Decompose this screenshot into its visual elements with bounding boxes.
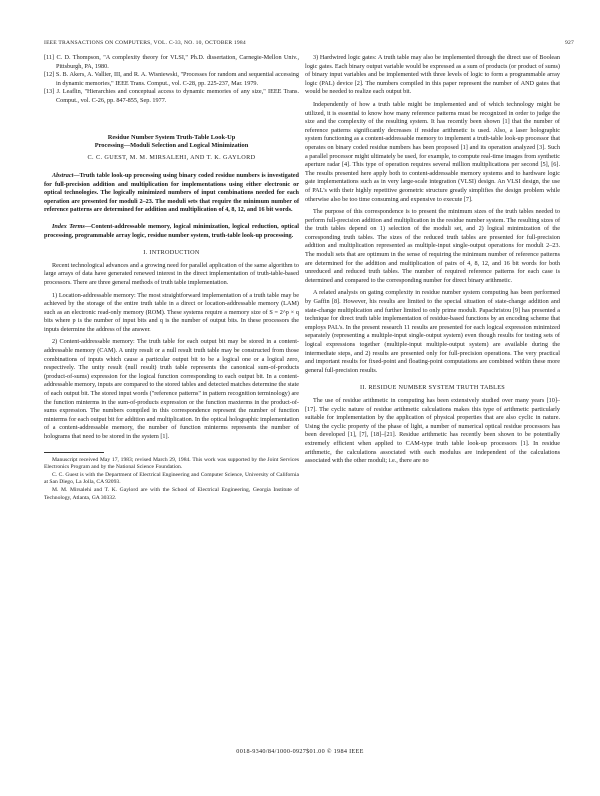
index-terms-text: —Content-addressable memory, logical minimization, logical reduction, optical processing, programmable array logic, residue number system, truth-table look-up processing. bbox=[44, 222, 299, 239]
body-paragraph-purpose: The purpose of this correspondence is to present the minimum sizes of the truth tables needed to perform full-precision addition and multiplication in the residue number system. The resulting sizes of the truth tables depend on 1) selection of the moduli set, and 2) logical minimization of the corresponding truth tables. The sizes of the reduced truth tables are presented for full-precision addition and multiplication represented as multiple-input single-output operations for moduli 2–23. The moduli sets that are optimum in the sense of requiring the minimum number of reference patterns are determined for the addition and multiplication of pairs of 4, 8, 12, and 16 bit words for both unreduced and reduced truth tables. The number of required reference patterns for each case is determined and compared to the corresponding number for direct binary arithmetic. bbox=[305, 208, 560, 284]
reference-12: [12] S. B. Akers, A. Vallier, III, and R. A. Wisniewski, "Processes for random and sequential accessing in dynamic memories," IEEE Trans. Comput., vol. C-28, pp. 225-237, Mar. 1979. bbox=[44, 71, 299, 87]
paper-title-line-2: Processing—Moduli Selection and Logical Minimization bbox=[94, 141, 249, 149]
reference-11: [11] C. D. Thompson, "A complexity theory for VLSI," Ph.D. dissertation, Carnegie-Mellon Univ., Pittsburgh, PA, 1980. bbox=[44, 54, 299, 70]
index-terms-label: Index Terms bbox=[52, 222, 85, 230]
footnote-manuscript: Manuscript received May 17, 1983; revised March 29, 1984. This work was supported by the Joint Services Electronics Program and by the National Science Foundation. bbox=[44, 456, 299, 471]
footnote-divider bbox=[44, 452, 104, 453]
abstract-text: —Truth table look-up processing using binary coded residue numbers is investigated for full-precision addition and multiplication for implementations using either electronic or optical technologies. The logically minimized numbers of input combinations needed for each operation are presented for moduli 2–23. The moduli sets that require the minimum number of reference patterns are determined for addition and multiplication of 4, 8, 12, and 16 bit words. bbox=[44, 171, 299, 214]
intro-paragraph-1: Recent technological advances and a growing need for parallel application of the same algorithm to large arrays of data have generated renewed interest in the direct implementation of truth-table-based processors. There are three general methods of truth table implementation. bbox=[44, 261, 299, 286]
section-heading-introduction: I. INTRODUCTION bbox=[143, 249, 200, 257]
right-column bbox=[305, 54, 560, 466]
body-paragraph-hardwired: 3) Hardwired logic gates: A truth table may also be implemented through the direct use of Boolean logic gates. Each binary output variable would be expressed as a sum of products (or product of sums) of binary input variables and be implemented with three levels of logic to form a programmable array logic (PAL) device [2]. The numbers compiled in this paper represent the number of AND gates that would be needed to realize each output bit. bbox=[305, 54, 560, 96]
abstract-label: Abstract bbox=[52, 171, 74, 179]
journal-title: IEEE TRANSACTIONS ON COMPUTERS, VOL. C-33, NO. 10, OCTOBER 1984 bbox=[44, 40, 246, 46]
index-terms bbox=[44, 223, 299, 240]
footnote-author-mirsalehi-gaylord: M. M. Mirsalehi and T. K. Gaylord are with the School of Electrical Engineering, Georgia Institute of Technology, Atlanta, GA 30332. bbox=[44, 486, 299, 501]
paper-authors: C. C. GUEST, M. M. MIRSALEHI, AND T. K. GAYLORD bbox=[87, 154, 256, 162]
intro-paragraph-3: 2) Content-addressable memory: The truth table for each output bit may be stored in a content-addressable memory (CAM). A unity result or a null result truth table may be constructed from those combinations of inputs which cause a particular output bit to be a logical one or a logical zero, respectively. The unity result (null result) truth table represents the canonical sum-of-products (product-of-sums) expression for the logical function corresponding to each output bit. In a content-addressable memory, inputs are compared to the stored tables and detected matches determine the state of each output bit. The stored input words ("reference patterns" in pattern recognition terminology) are the function minterms in the sum-of-products expression or the function maxterms in the product-of-sums expression. The numbers compiled in this correspondence represent the number of function minterms for each output bit for addition and multiplication. In the optical holographic implementation of a content-addressable memory, the number of function minterms represents the number of holograms that need to be stored in the system [1]. bbox=[44, 338, 300, 440]
left-column bbox=[44, 54, 299, 502]
body-paragraph-reference-patterns: Independently of how a truth table might be implemented and of which technology might be utilized, it is essential to know how many reference patterns must be recognized in order to judge the size and the complexity of the resulting system. It has recently been shown [1] that the number of reference patterns significantly decreases if residue arithmetic is used. Also, a laser holographic system functioning as a content-addressable memory to implement a truth-table look-up processor that operates on binary coded residue numbers has been proposed [1] and its operation analyzed [3]. Such a parallel processor might ultimately be used, for example, to compute real-time images from synthetic aperture radar [4]. This type of operation requires several million multiplications per second [5], [6]. The results presented here apply both to content-addressable memory systems and to hardware logic gate implementations such as in very large-scale integration (VLSI) design. An VLSI design, the use of PAL's with their highly repetitive geometric structure greatly simplifies the design problem while otherwise also be too time consuming and expensive to execute [7]. bbox=[305, 100, 560, 203]
body-paragraph-related-work: A related analysis on gating complexity in residue number system computing has been performed by Gaffin [8]. However, his results are limited to the special situation of state-change addition and state-change multiplication and further limited to only prime moduli. Papachristou [9] has presented a technique for direct truth table implementation of residue-based functions by an encoding scheme that employs PAL's. In the present research 11 results are presented for each logical expression minimized separately (representing a multiple-input single-output system) even though results for testing sets of logical expressions together (multiple-input multiple-output system) are available during the intermediate steps, and 2) results are presented only for full-precision operations. The very practical and important results for fixed-point and floating-point computations are combined within these more general full-precision results. bbox=[305, 289, 560, 374]
paper-title-line-1: Residue Number System Truth-Table Look-Up bbox=[107, 133, 236, 141]
reference-13: [13] J. Leaflin, "Hierarchies and conceptual access to dynamic memories of any size," IEEE Trans. Comput., vol. C-26, pp. 847-855, Sep. 1977. bbox=[44, 88, 299, 104]
copyright-footer: 0018-9340/84/1000-0927$01.00 © 1984 IEEE bbox=[236, 748, 364, 755]
paper-title bbox=[44, 134, 299, 151]
running-header bbox=[44, 40, 574, 50]
footnote-author-guest: C. C. Guest is with the Department of Electrical Engineering and Computer Science, University of California at San Diego, La Jolla, CA 92093. bbox=[44, 471, 299, 486]
page-number: 927 bbox=[565, 40, 574, 46]
intro-paragraph-2: 1) Location-addressable memory: The most straightforward implementation of a truth table may be achieved by the storage of the entire truth table in a direct or location-addressable memory (LAM) such as an electronic read-only memory (ROM). These systems require a memory size of S = 2^p × q bits where p is the number of input bits and q is the number of output bits. In these processors the inputs determine the address of the answer. bbox=[44, 291, 299, 333]
body-paragraph-residue-arithmetic: The use of residue arithmetic in computing has been extensively studied over many years [10]–[17]. The cyclic nature of residue arithmetic calculations makes this type of arithmetic particularly suitable for implementation by the application of physical properties that are also cyclic in nature. Using the cyclic property of the phase of light, a number of numerical optical residue processors has been developed [1], [7], [18]–[21]. Residue arithmetic has recently been shown to be potentially extremely efficient when applied to CAM-type truth table look-up processors [1]. In residue arithmetic, the calculations associated with each modulus are independent of the calculations associated with the other moduli; i.e., there are no bbox=[305, 396, 560, 465]
abstract bbox=[44, 172, 299, 215]
section-heading-rns: II. RESIDUE NUMBER SYSTEM TRUTH TABLES bbox=[359, 384, 506, 392]
